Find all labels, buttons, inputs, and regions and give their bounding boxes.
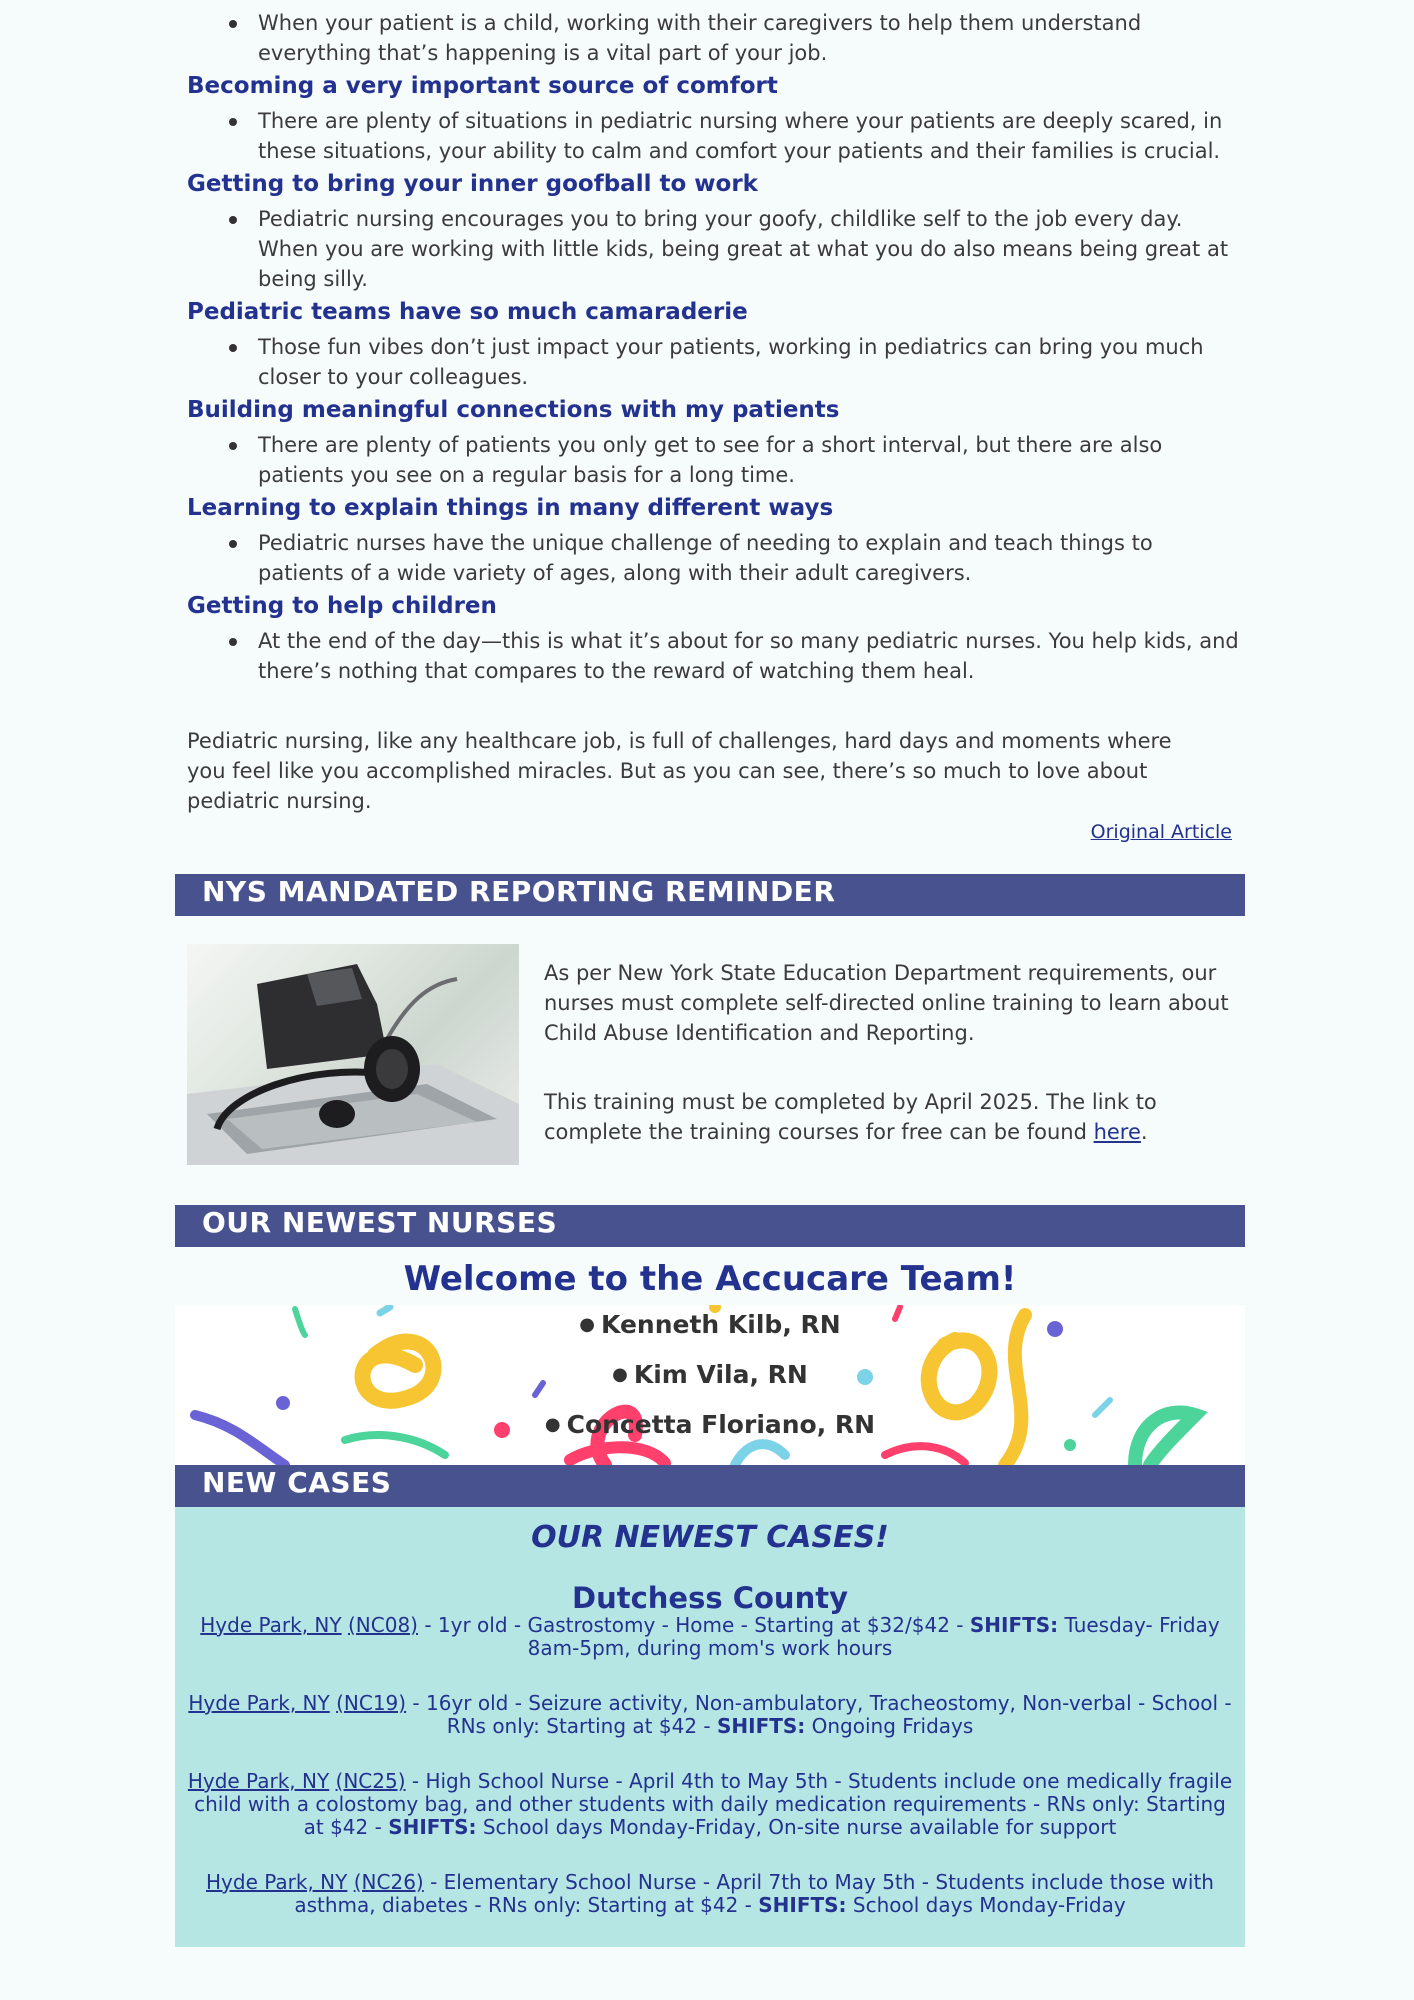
cases-section: [175, 1507, 1245, 1947]
list-item: Those fun vibes don’t just impact your patients, working in pediatrics can bring you much closer to your colleagues.: [175, 332, 1245, 392]
nurse-name: Concetta Floriano, RN: [566, 1410, 876, 1439]
cases-banner: NEW CASES: [175, 1465, 1245, 1507]
case-item: [175, 1770, 1245, 1839]
closing-paragraph: Pediatric nursing, like any healthcare job, is full of challenges, hard days and moments where you feel like you accomplished miracles. But as you can see, there’s so much to love about pediatric nursing.: [187, 729, 1172, 813]
section-heading: Getting to help children: [187, 593, 497, 619]
confetti-background: [175, 1305, 1245, 1465]
case-code-link[interactable]: (NC25): [335, 1769, 406, 1793]
original-article-row: [175, 818, 1245, 846]
deadline-text-end: .: [1140, 1120, 1148, 1144]
headset-laptop-photo: [187, 944, 519, 1165]
benefits-section: [175, 70, 1245, 686]
content-column: [175, 0, 1245, 1947]
nurse-list: [175, 1309, 1245, 1459]
county-heading: Dutchess County: [572, 1581, 848, 1615]
case-location-link[interactable]: Hyde Park, NY: [187, 1769, 330, 1793]
shifts-label: SHIFTS:: [716, 1714, 806, 1738]
shifts-label: SHIFTS:: [969, 1613, 1059, 1637]
case-shifts: School days Monday-Friday, On-site nurse available for support: [476, 1815, 1117, 1839]
case-code-link[interactable]: (NC26): [353, 1870, 424, 1894]
list-item: There are plenty of patients you only get to see for a short interval, but there are also patients you see on a regular basis for a long time.: [175, 430, 1245, 490]
nurse-item: ● Concetta Floriano, RN: [544, 1410, 876, 1439]
case-details: - Elementary School Nurse - April 7th to May 5th - Students include those with asthma, diabetes - RNs only: Starting at $42 -: [294, 1870, 1214, 1917]
bullet-list: [175, 332, 1245, 392]
reporting-section: [175, 944, 1245, 1165]
nurses-banner: OUR NEWEST NURSES: [175, 1205, 1245, 1247]
section-heading: Building meaningful connections with my patients: [187, 397, 840, 423]
reporting-paragraph: As per New York State Education Department requirements, our nurses must complete self-directed online training to learn about Child Abuse Identification and Reporting.: [544, 961, 1229, 1045]
nurse-item: ● Kim Vila, RN: [612, 1360, 808, 1389]
shifts-label: SHIFTS:: [388, 1815, 477, 1839]
reporting-text: [544, 958, 1244, 1165]
case-item: [175, 1692, 1245, 1738]
deadline-text: This training must be completed by April 2025. The link to complete the training courses for free can be found: [544, 1090, 1157, 1144]
case-item: [175, 1871, 1245, 1917]
bullet-list: [175, 204, 1245, 294]
shifts-label: SHIFTS:: [758, 1893, 847, 1917]
cases-title: OUR NEWEST CASES!: [531, 1520, 889, 1555]
case-item: [175, 1614, 1245, 1660]
list-item: Pediatric nursing encourages you to bring your goofy, childlike self to the job every day. When you are working with little kids, being great at what you do also means being great at being silly.: [175, 204, 1245, 294]
section-heading: Becoming a very important source of comfort: [187, 73, 778, 99]
section-heading: Pediatric teams have so much camaraderie: [187, 299, 748, 325]
case-shifts: Tuesday- Friday 8am-5pm, during mom's work hours: [527, 1613, 1220, 1660]
top-bullet-list: [175, 8, 1245, 68]
original-article-link[interactable]: Original Article: [1090, 821, 1232, 843]
case-shifts: Ongoing Fridays: [805, 1714, 974, 1738]
case-code-link[interactable]: (NC08): [347, 1613, 418, 1637]
bullet-list: [175, 528, 1245, 588]
case-location-link[interactable]: Hyde Park, NY: [188, 1691, 330, 1715]
case-details: - 16yr old - Seizure activity, Non-ambulatory, Tracheostomy, Non-verbal - School - RNs only: Starting at $42 -: [406, 1691, 1232, 1738]
bullet-list: [175, 626, 1245, 686]
welcome-title: Welcome to the Accucare Team!: [403, 1259, 1017, 1299]
section-heading: Learning to explain things in many different ways: [187, 495, 834, 521]
case-details: - 1yr old - Gastrostomy - Home - Starting at $32/$42 -: [417, 1613, 970, 1637]
list-item: When your patient is a child, working with their caregivers to help them understand everything that’s happening is a vital part of your job.: [175, 8, 1245, 68]
case-code-link[interactable]: (NC19): [336, 1691, 407, 1715]
nurse-name: Kenneth Kilb, RN: [601, 1310, 841, 1339]
section-heading: Getting to bring your inner goofball to work: [187, 171, 758, 197]
list-item: At the end of the day—this is what it’s about for so many pediatric nurses. You help kids, and there’s nothing that compares to the reward of watching them heal.: [175, 626, 1245, 686]
case-details: - High School Nurse - April 4th to May 5th - Students include one medically fragile child with a colostomy bag, and other students with daily medication requirements - RNs only: Starting at $42 -: [194, 1769, 1233, 1839]
nurse-item: ● Kenneth Kilb, RN: [579, 1310, 841, 1339]
case-shifts: School days Monday-Friday: [846, 1893, 1126, 1917]
bullet-list: [175, 430, 1245, 490]
case-location-link[interactable]: Hyde Park, NY: [206, 1870, 348, 1894]
list-item: There are plenty of situations in pediatric nursing where your patients are deeply scared, in these situations, your ability to calm and comfort your patients and their families is crucial.: [175, 106, 1245, 166]
reporting-paragraph-deadline: [544, 1087, 1244, 1147]
list-item: Pediatric nurses have the unique challenge of needing to explain and teach things to patients of a wide variety of ages, along with their adult caregivers.: [175, 528, 1245, 588]
training-link[interactable]: here: [1093, 1120, 1141, 1144]
reporting-banner: NYS MANDATED REPORTING REMINDER: [175, 874, 1245, 916]
nurse-name: Kim Vila, RN: [633, 1360, 808, 1389]
bullet-list: [175, 106, 1245, 166]
case-location-link[interactable]: Hyde Park, NY: [200, 1613, 342, 1637]
